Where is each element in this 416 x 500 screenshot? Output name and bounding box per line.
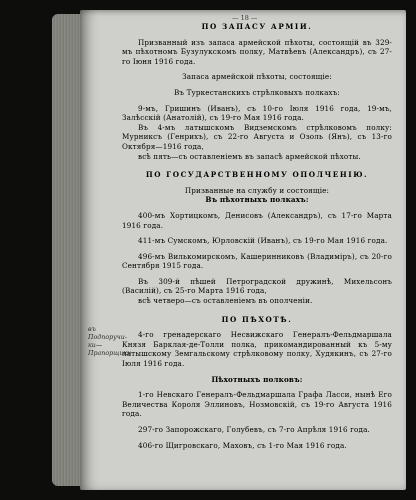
paragraph: 297-го Запорожскаго, Голубевъ, съ 7-го Апрѣля 1916 года. (138, 425, 370, 434)
paragraph: всѣ пять—съ оставленіемъ въ запасѣ армейской пѣхоты. (138, 151, 361, 161)
page-number: — 18 — (232, 14, 258, 22)
paragraph: 4-го гренадерскаго Несвижскаго Генералъ-Фельдмаршала Князя Барклая-де-Толли полка, прикомандированный къ 5-му латышскому Земгальскому стрѣлковому полку, Худякинъ, съ 27-го Іюля 1916 года. (122, 330, 392, 369)
subheading: Запаса армейской пѣхоты, состоящіе: (182, 72, 332, 82)
paragraph: Призванный изъ запаса армейской пѣхоты, состоящій въ 329-мъ пѣхотномъ Бузулукскомъ полку, Матвѣевъ (Александръ), съ 27-го Іюня 1916 года. (122, 37, 392, 66)
paragraph: 9-мъ, Гришинъ (Иванъ), съ 10-го Іюля 1916 года, 19-мъ, Залѣсскій (Анатолій), съ 19-го Мая 1916 года. (122, 103, 392, 123)
paragraph: 400-мъ Хортицкомъ, Денисовъ (Александръ), съ 17-го Марта 1916 года. (122, 210, 392, 230)
paragraph: Въ 4-мъ латышскомъ Видземскомъ стрѣлковомъ полку: Мурниксъ (Генрихъ), съ 22-го Августа и Озоль (Янъ), съ 13-го Октября—1916 года, (122, 122, 392, 151)
page-text (122, 22, 392, 450)
paragraph: 1-го Невскаго Генералъ-Фельдмаршала Графа Ласси, нынѣ Его Величества Короля Эллиновъ, Нозмовскій, съ 19-го Августа 1916 года. (122, 390, 392, 419)
margin-note: въ Подпоручи-ки—Прапорщики (88, 326, 132, 357)
paragraph: 406-го Щигровскаго, Маховъ, съ 1-го Мая 1916 года. (138, 440, 347, 450)
subheading: Въ пѣхотныхъ полкахъ: (205, 195, 309, 205)
paragraph: всѣ четверо—съ оставленіемъ въ ополченіи. (138, 296, 313, 306)
subheading: Въ Туркестанскихъ стрѣлковыхъ полкахъ: (173, 87, 340, 97)
paragraph: 496-мъ Вилькомирскомъ, Кашеринниковъ (Владиміръ), съ 20-го Сентября 1915 года. (122, 251, 392, 271)
subheading: Призванные на службу и состоящіе: (184, 185, 330, 195)
section-heading: ПО ПѢХОТѢ. (221, 314, 293, 324)
section-heading: ПО ГОСУДАРСТВЕННОМУ ОПОЛЧЕНІЮ. (145, 170, 369, 180)
paragraph: 411-мъ Сумскомъ, Юрловскій (Иванъ), съ 19-го Мая 1916 года. (138, 236, 388, 246)
subheading: Пѣхотныхъ полковъ: (211, 374, 303, 384)
paragraph: Въ 309-й пѣшей Петроградской дружинѣ, Михельсонъ (Василій), съ 25-го Марта 1916 года, (122, 276, 392, 296)
section-heading: ПО ЗАПАСУ АРМІИ. (201, 22, 313, 31)
